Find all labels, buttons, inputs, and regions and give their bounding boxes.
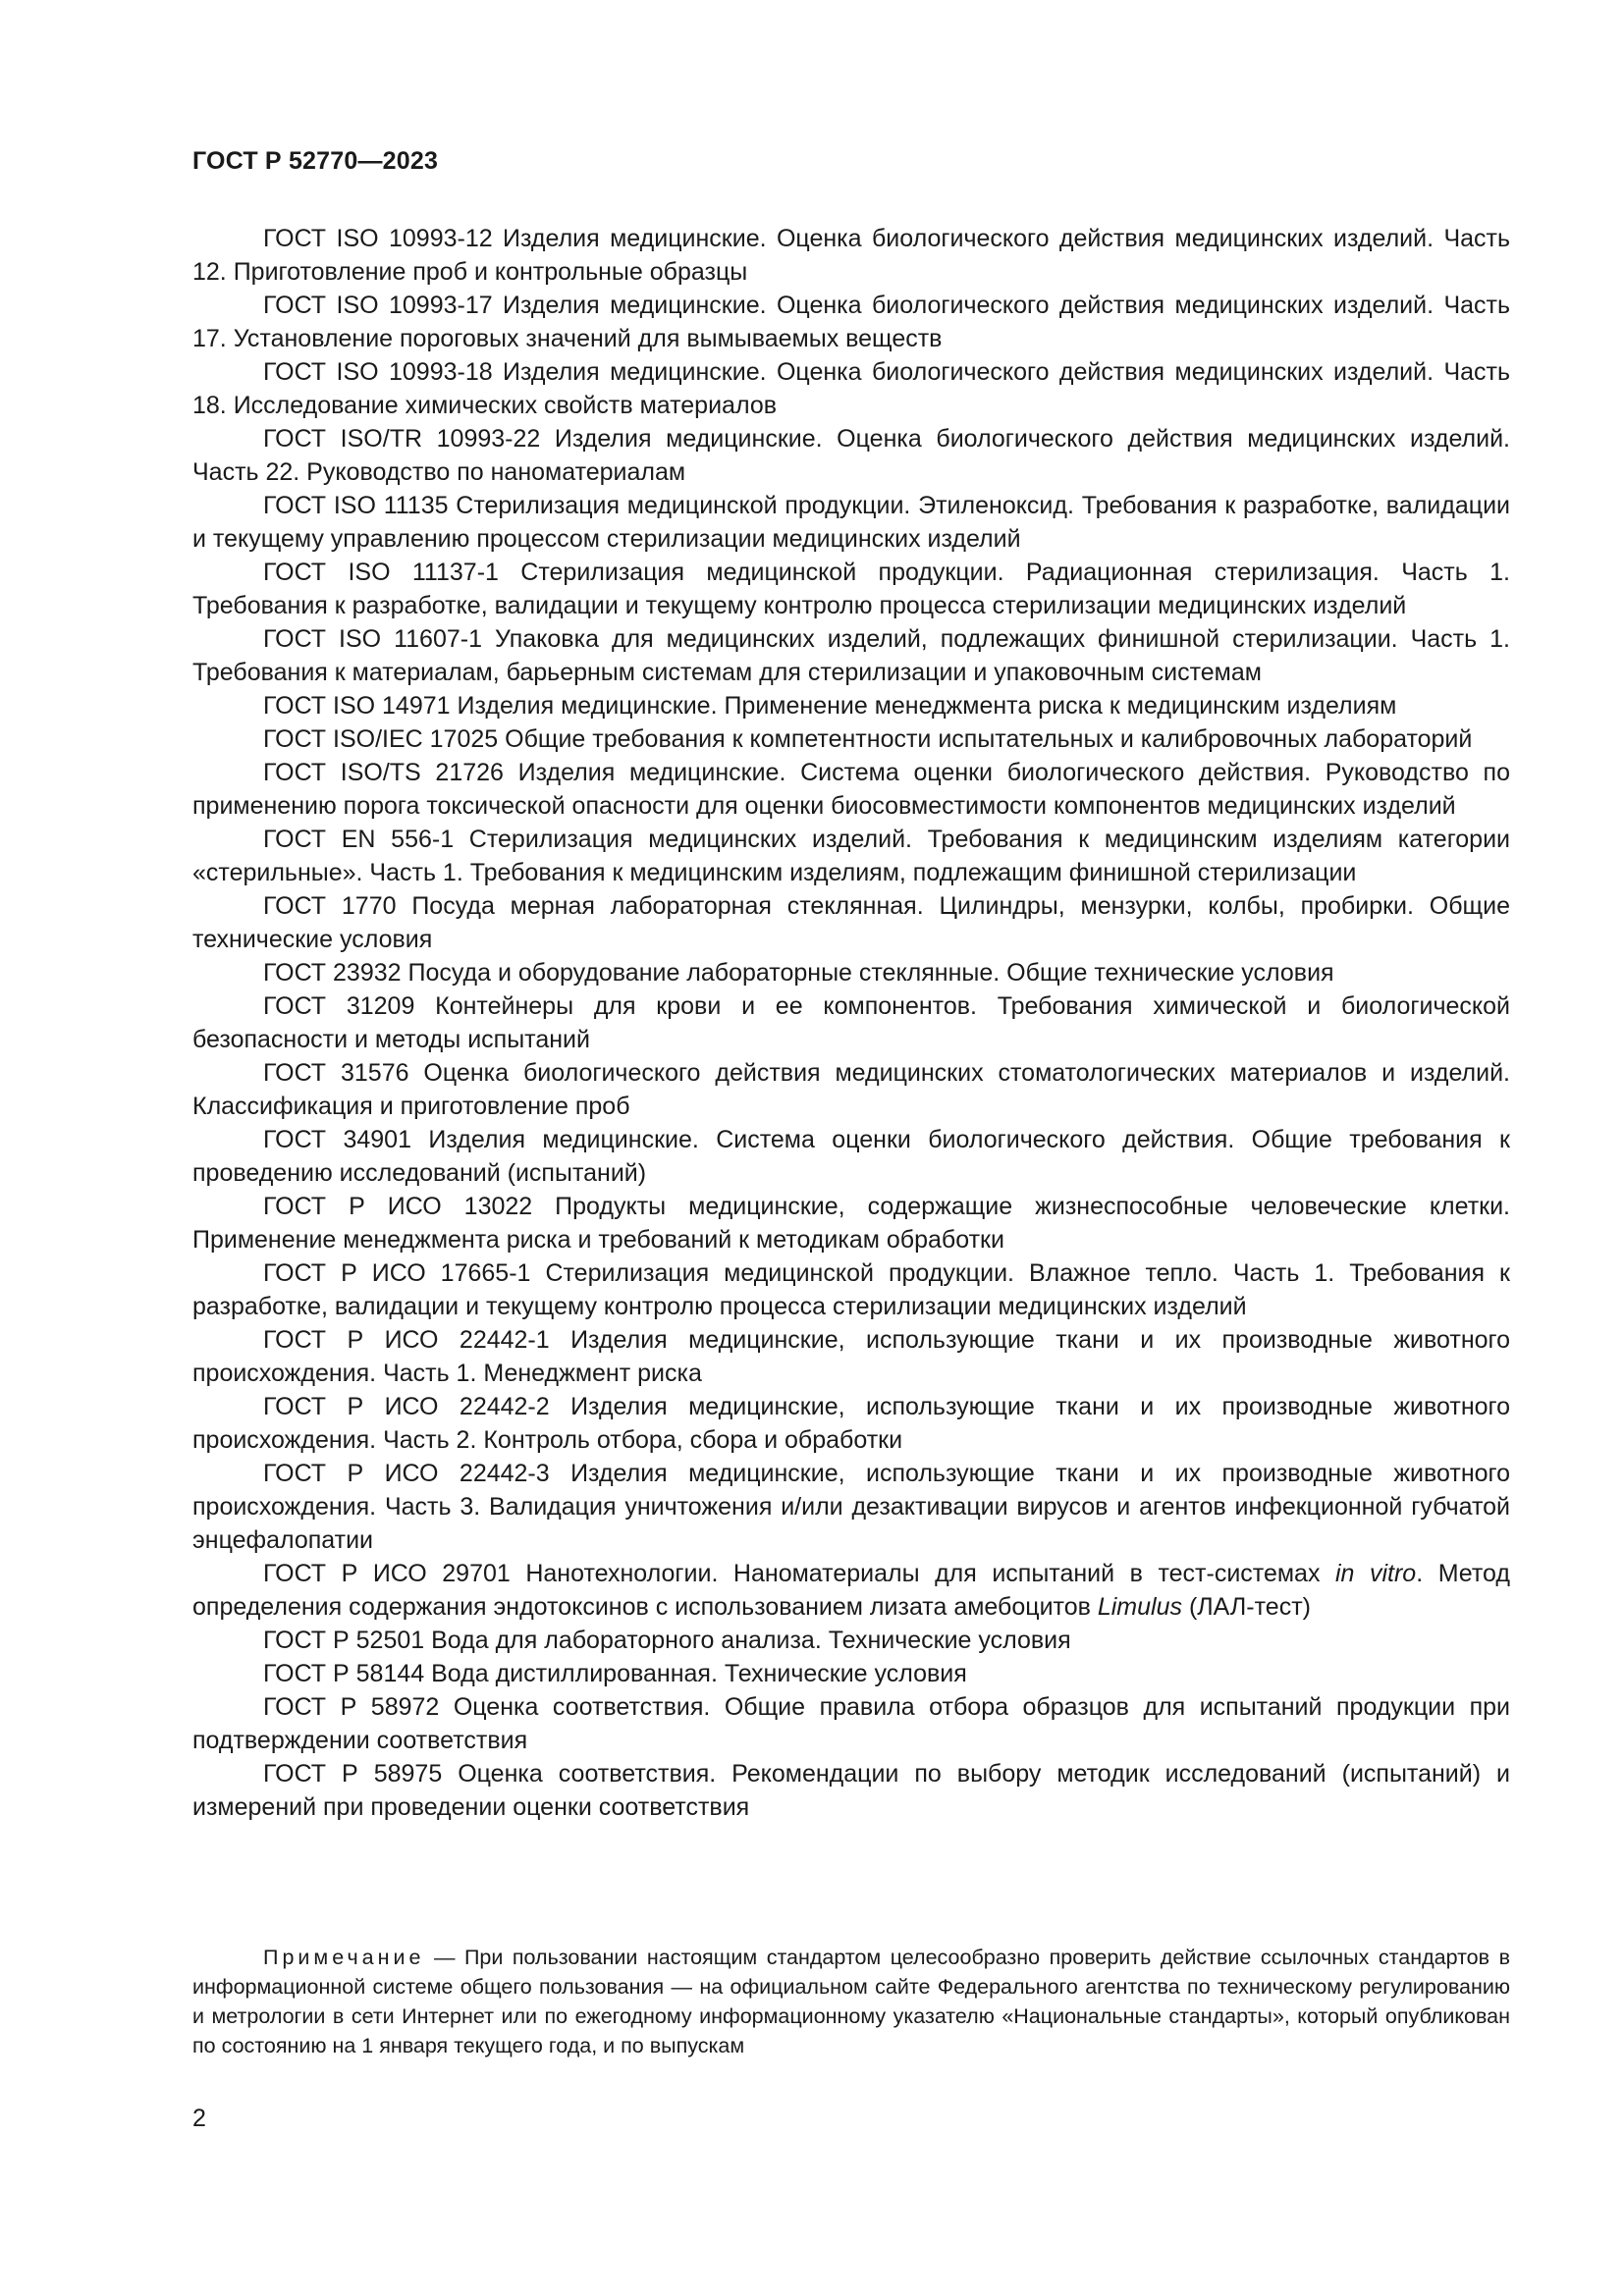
reference-text: ГОСТ Р 58144 Вода дистиллированная. Технические условия bbox=[263, 1660, 967, 1687]
reference-item bbox=[192, 823, 1510, 889]
reference-text: ГОСТ Р ИСО 22442-2 Изделия медицинские, использующие ткани и их производные животного происхождения. Часть 2. Контроль отбора, сбора и обработки bbox=[192, 1393, 1510, 1454]
reference-item bbox=[192, 1657, 1510, 1690]
reference-item bbox=[192, 1323, 1510, 1390]
reference-text: ГОСТ 1770 Посуда мерная лабораторная стеклянная. Цилиндры, мензурки, колбы, пробирки. Общие технические условия bbox=[192, 892, 1510, 953]
reference-item bbox=[192, 689, 1510, 722]
reference-item bbox=[192, 556, 1510, 622]
reference-text: ГОСТ 31209 Контейнеры для крови и ее компонентов. Требования химической и биологической безопасности и методы испытаний bbox=[192, 992, 1510, 1053]
reference-text: ГОСТ ISO 10993-17 Изделия медицинские. Оценка биологического действия медицинских изделий. Часть 17. Установление пороговых значений для вымываемых веществ bbox=[192, 292, 1510, 352]
note-label: Примечание bbox=[263, 1946, 425, 1969]
reference-item bbox=[192, 1757, 1510, 1824]
reference-text: ГОСТ ISO 10993-12 Изделия медицинские. Оценка биологического действия медицинских изделий. Часть 12. Приготовление проб и контрольные образцы bbox=[192, 225, 1510, 286]
normative-references-list bbox=[192, 222, 1510, 1824]
reference-text: ГОСТ Р 52501 Вода для лабораторного анализа. Технические условия bbox=[263, 1627, 1071, 1654]
reference-italic-text: Limulus bbox=[1097, 1593, 1182, 1621]
reference-item bbox=[192, 756, 1510, 823]
reference-text: ГОСТ ISO 11137-1 Стерилизация медицинской продукции. Радиационная стерилизация. Часть 1. Требования к разработке, валидации и текущему контролю процесса стерилизации медицинских изделий bbox=[192, 559, 1510, 619]
note-text: — При пользовании настоящим стандартом целесообразно проверить действие ссылочных стандартов в информационной системе общего пользования — на официальном сайте Федерального агентства по техническому регулированию и метрологии в сети Интернет или по ежегодному информационному указателю «Национальные стандарты», который опубликован по состоянию на 1 января текущего года, и по выпускам bbox=[192, 1946, 1510, 2057]
reference-item bbox=[192, 1557, 1510, 1624]
reference-text: ГОСТ Р ИСО 29701 Нанотехнологии. Наноматериалы для испытаний в тест-системах bbox=[263, 1560, 1335, 1587]
reference-text: ГОСТ ISO/IEC 17025 Общие требования к компетентности испытательных и калибровочных лабораторий bbox=[263, 725, 1473, 753]
reference-text: ГОСТ ISO 14971 Изделия медицинские. Применение менеджмента риска к медицинским изделиям bbox=[263, 692, 1397, 720]
reference-item bbox=[192, 889, 1510, 956]
reference-text: ГОСТ ISO 10993-18 Изделия медицинские. Оценка биологического действия медицинских изделий. Часть 18. Исследование химических свойств материалов bbox=[192, 358, 1510, 419]
reference-item bbox=[192, 1457, 1510, 1557]
reference-text: ГОСТ 31576 Оценка биологического действия медицинских стоматологических материалов и изделий. Классификация и приготовление проб bbox=[192, 1059, 1510, 1120]
reference-item bbox=[192, 1390, 1510, 1457]
reference-text: . Метод определения содержания эндотоксинов с использованием лизата амебоцитов bbox=[192, 1560, 1510, 1621]
reference-item bbox=[192, 1624, 1510, 1657]
reference-item bbox=[192, 1190, 1510, 1256]
reference-item bbox=[192, 489, 1510, 556]
reference-item bbox=[192, 289, 1510, 355]
reference-item bbox=[192, 355, 1510, 422]
reference-item bbox=[192, 1690, 1510, 1757]
reference-item bbox=[192, 722, 1510, 756]
document-code-header: ГОСТ Р 52770—2023 bbox=[192, 147, 439, 175]
reference-item bbox=[192, 956, 1510, 989]
reference-text: ГОСТ Р 58972 Оценка соответствия. Общие правила отбора образцов для испытаний продукции при подтверждении соответствия bbox=[192, 1693, 1510, 1754]
reference-text: ГОСТ 34901 Изделия медицинские. Система оценки биологического действия. Общие требования к проведению исследований (испытаний) bbox=[192, 1126, 1510, 1187]
reference-text: ГОСТ ISO 11135 Стерилизация медицинской продукции. Этиленоксид. Требования к разработке, валидации и текущему управлению процессом стерилизации медицинских изделий bbox=[192, 492, 1510, 553]
reference-text: ГОСТ ISO 11607-1 Упаковка для медицинских изделий, подлежащих финишной стерилизации. Часть 1. Требования к материалам, барьерным системам для стерилизации и упаковочным системам bbox=[192, 625, 1510, 686]
reference-text: ГОСТ Р ИСО 22442-3 Изделия медицинские, использующие ткани и их производные животного происхождения. Часть 3. Валидация уничтожения и/или дезактивации вирусов и агентов инфекционной губчатой энцефалопатии bbox=[192, 1460, 1510, 1554]
reference-item bbox=[192, 222, 1510, 289]
reference-text: ГОСТ EN 556-1 Стерилизация медицинских изделий. Требования к медицинским изделиям категории «стерильные». Часть 1. Требования к медицинским изделиям, подлежащим финишной стерилизации bbox=[192, 826, 1510, 886]
reference-item bbox=[192, 422, 1510, 489]
reference-item bbox=[192, 1123, 1510, 1190]
reference-text: ГОСТ 23932 Посуда и оборудование лабораторные стеклянные. Общие технические условия bbox=[263, 959, 1334, 987]
reference-text: ГОСТ ISO/TR 10993-22 Изделия медицинские. Оценка биологического действия медицинских изделий. Часть 22. Руководство по наноматериалам bbox=[192, 425, 1510, 486]
reference-italic-text: in vitro bbox=[1334, 1560, 1417, 1587]
reference-item bbox=[192, 1056, 1510, 1123]
reference-item bbox=[192, 1256, 1510, 1323]
reference-text: (ЛАЛ-тест) bbox=[1182, 1593, 1311, 1621]
reference-item bbox=[192, 622, 1510, 689]
page-number: 2 bbox=[192, 2105, 206, 2132]
reference-text: ГОСТ ISO/TS 21726 Изделия медицинские. Система оценки биологического действия. Руководство по применению порога токсической опасности для оценки биосовместимости компонентов медицинских изделий bbox=[192, 759, 1510, 820]
reference-item bbox=[192, 989, 1510, 1056]
reference-text: ГОСТ Р ИСО 22442-1 Изделия медицинские, использующие ткани и их производные животного происхождения. Часть 1. Менеджмент риска bbox=[192, 1326, 1510, 1387]
reference-text: ГОСТ Р ИСО 17665-1 Стерилизация медицинской продукции. Влажное тепло. Часть 1. Требования к разработке, валидации и текущему контролю процесса стерилизации медицинских изделий bbox=[192, 1259, 1510, 1320]
reference-text: ГОСТ Р 58975 Оценка соответствия. Рекомендации по выбору методик исследований (испытаний) и измерений при проведении оценки соответствия bbox=[192, 1760, 1510, 1821]
note-paragraph bbox=[192, 1943, 1510, 2060]
reference-text: ГОСТ Р ИСО 13022 Продукты медицинские, содержащие жизнеспособные человеческие клетки. Применение менеджмента риска и требований к методикам обработки bbox=[192, 1193, 1510, 1254]
